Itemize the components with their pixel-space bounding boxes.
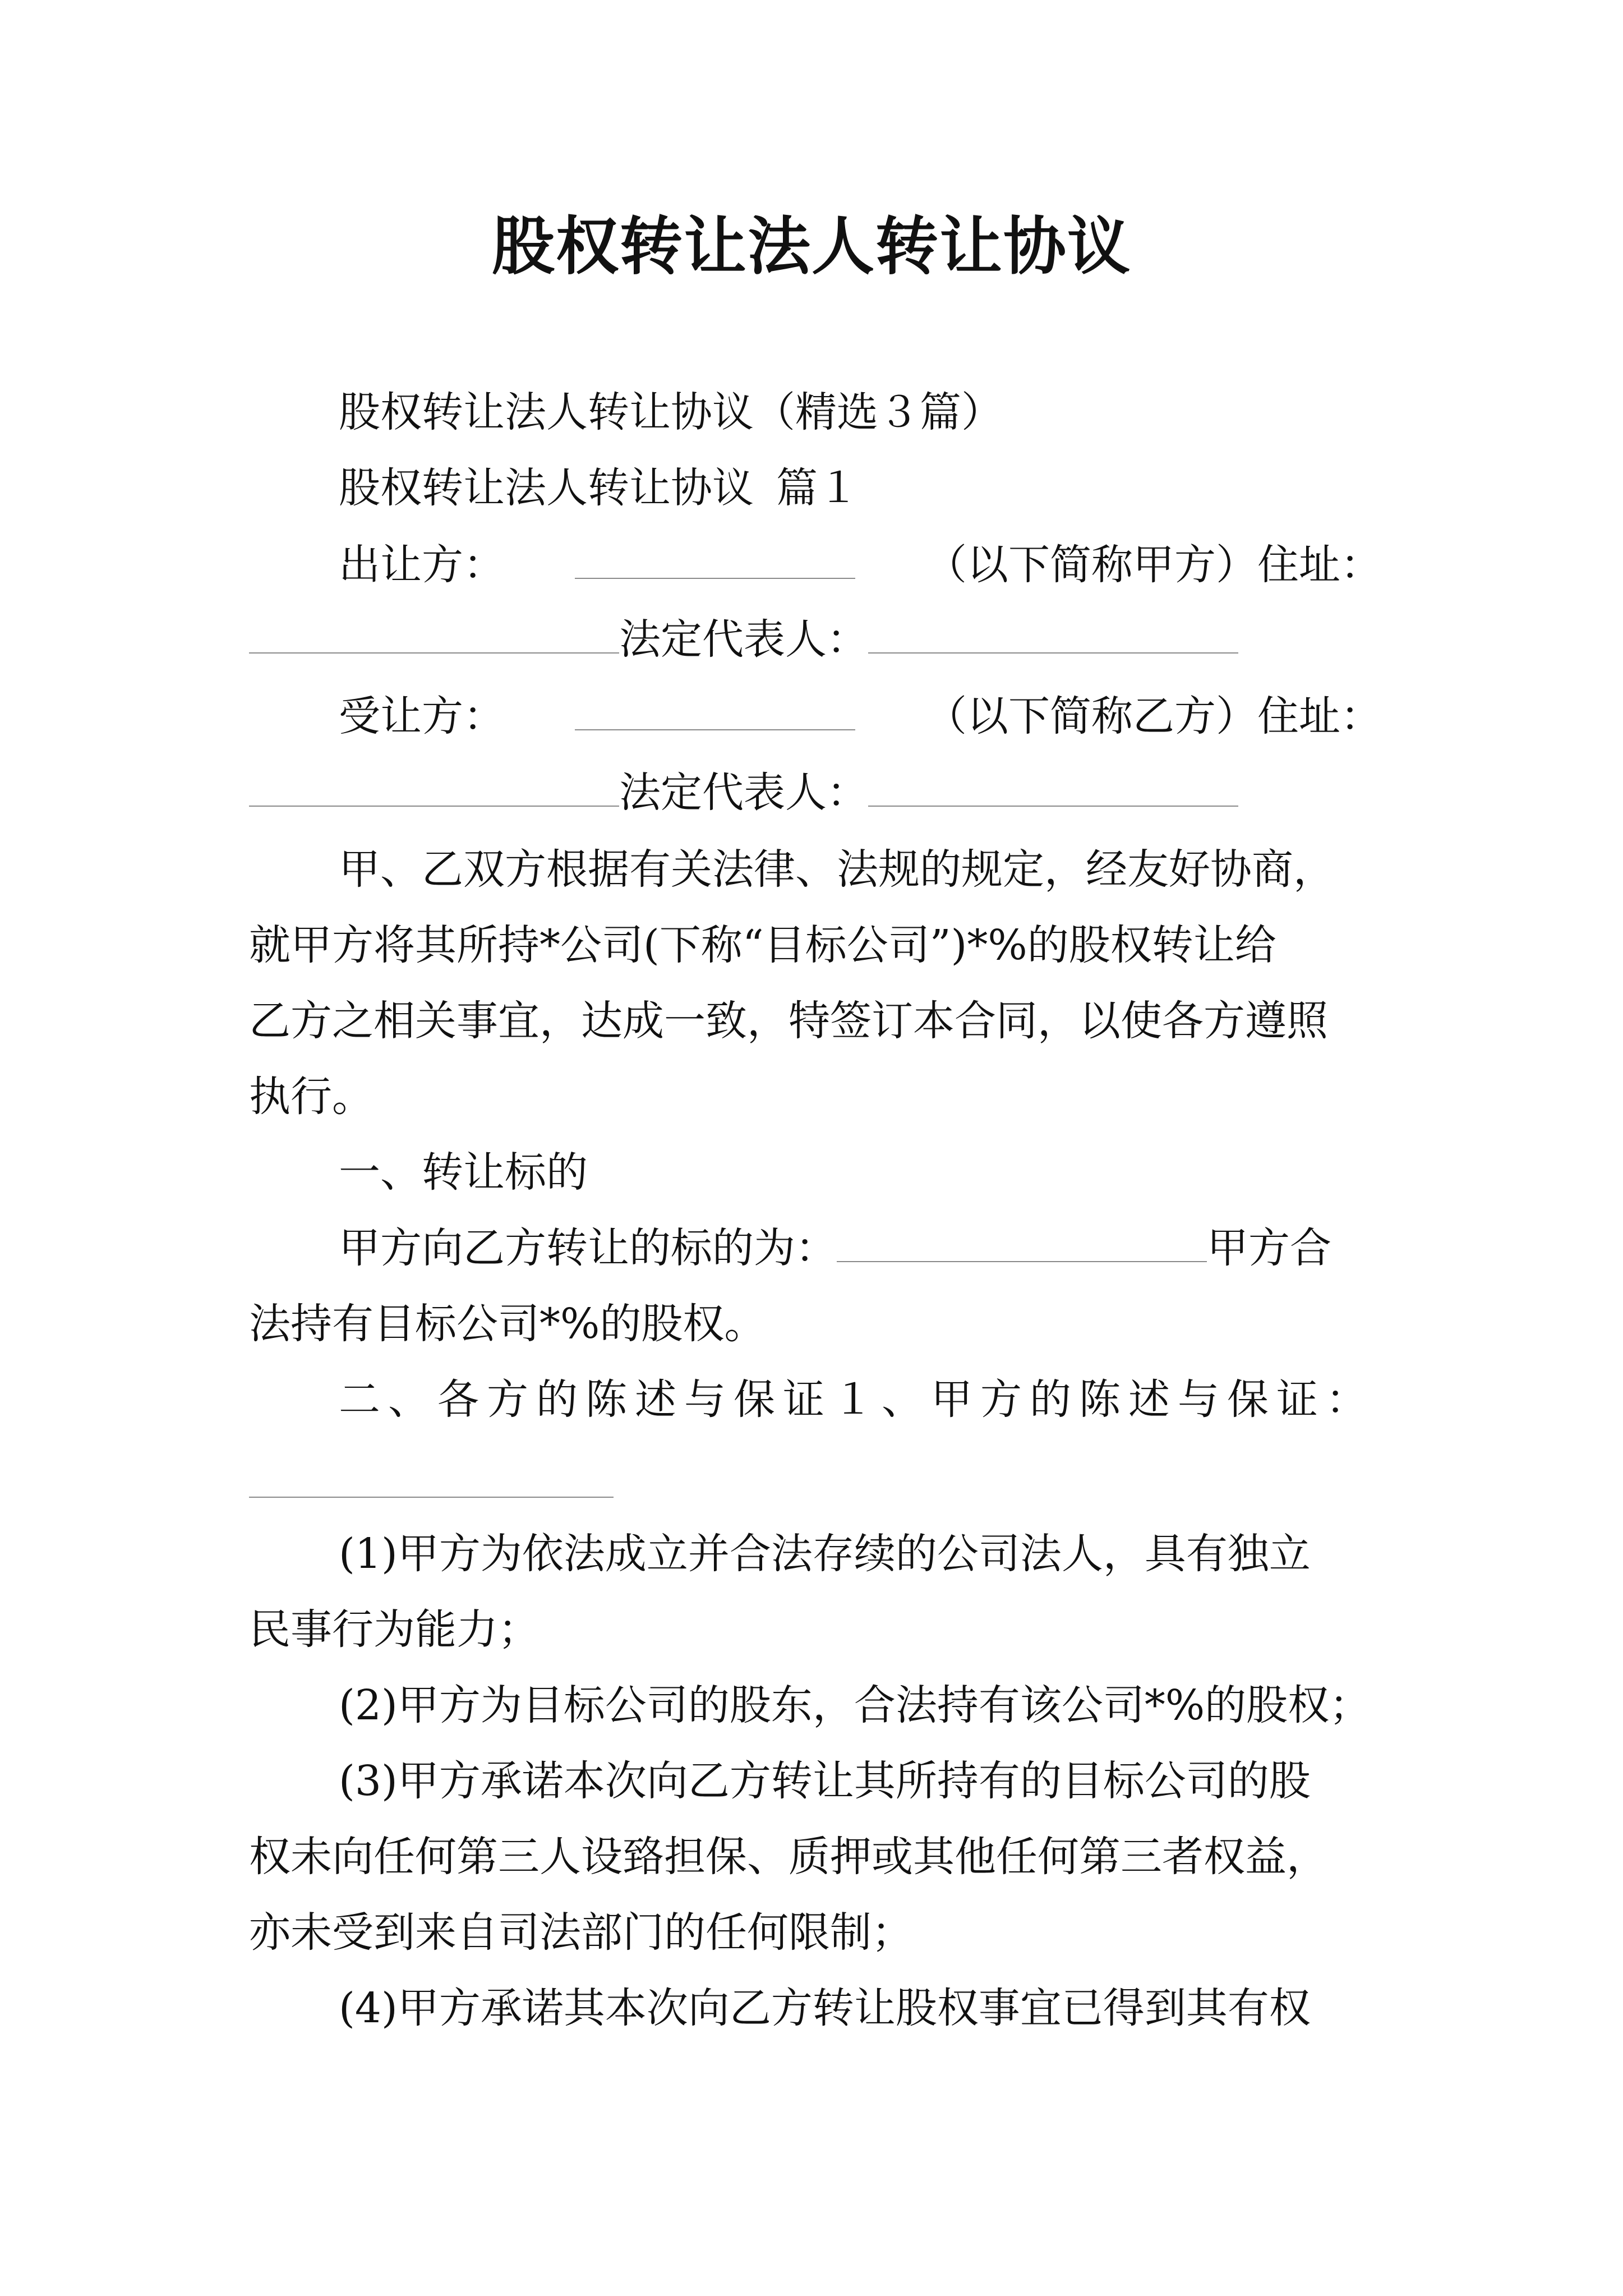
section-number: 篇１ (776, 464, 859, 512)
item-line: (2)甲方为目标公司的股东，合法持有该公司*%的股权； (339, 1681, 1371, 1729)
intro-line: 甲、乙双方根据有关法律、法规的规定，经友好协商， (339, 845, 1335, 894)
transferor-rep-blank (868, 613, 1238, 654)
document-title: 股权转让法人转让协议 (492, 210, 1131, 283)
intro-line: 执行。 (249, 1073, 374, 1121)
item-line: (4)甲方承诺其本次向乙方转让股权事宜已得到其有权 (339, 1984, 1311, 2032)
subject-blank (837, 1222, 1207, 1262)
item-line: (3)甲方承诺本次向乙方转让其所持有的目标公司的股 (339, 1757, 1311, 1805)
transferee-rep-blank (868, 766, 1238, 807)
transferee-label: 受让方： (339, 692, 505, 740)
section1-prefix: 甲方向乙方转让的标的为： (339, 1224, 837, 1272)
blank-line (249, 1497, 614, 1498)
section1-suffix: 甲方合 (1207, 1224, 1331, 1272)
section-heading-text: 股权转让法人转让协议 (339, 464, 754, 512)
transferee-address-blank (249, 766, 619, 807)
transferee-line (339, 688, 1382, 744)
transferor-address-blank (249, 613, 619, 654)
transferor-name-blank (575, 539, 855, 579)
transferor-note: （以下简称甲方）住址： (925, 541, 1382, 589)
intro-line: 就甲方将其所持*公司(下称“目标公司”)*%的股权转让给 (249, 921, 1276, 969)
item-line: 民事行为能力； (249, 1605, 540, 1654)
subtitle: 股权转让法人转让协议（精选３篇） (339, 388, 1003, 436)
transferor-rep-line (249, 611, 1382, 668)
legal-rep-label: 法定代表人： (619, 769, 868, 817)
transferor-label: 出让方： (339, 541, 505, 589)
transferee-name-blank (575, 690, 855, 730)
item-line: 亦未受到来自司法部门的任何限制； (249, 1908, 913, 1957)
section1-title: 一、转让标的 (339, 1148, 588, 1197)
section1-line: 法持有目标公司*%的股权。 (249, 1300, 766, 1348)
transferee-note: （以下简称乙方）住址： (925, 692, 1382, 740)
section2-title: 二、各方的陈述与保证１、甲方的陈述与保证： (339, 1375, 1375, 1424)
section-heading (339, 460, 1382, 516)
section1-line (339, 1220, 1382, 1276)
intro-line: 乙方之相关事宜，达成一致，特签订本合同，以使各方遵照 (249, 997, 1328, 1045)
item-line: 权未向任何第三人设臵担保、质押或其他任何第三者权益， (249, 1833, 1328, 1881)
item-line: (1)甲方为依法成立并合法存续的公司法人，具有独立 (339, 1530, 1311, 1578)
transferor-line (339, 537, 1382, 593)
transferee-rep-line (249, 765, 1382, 821)
legal-rep-label: 法定代表人： (619, 615, 868, 664)
